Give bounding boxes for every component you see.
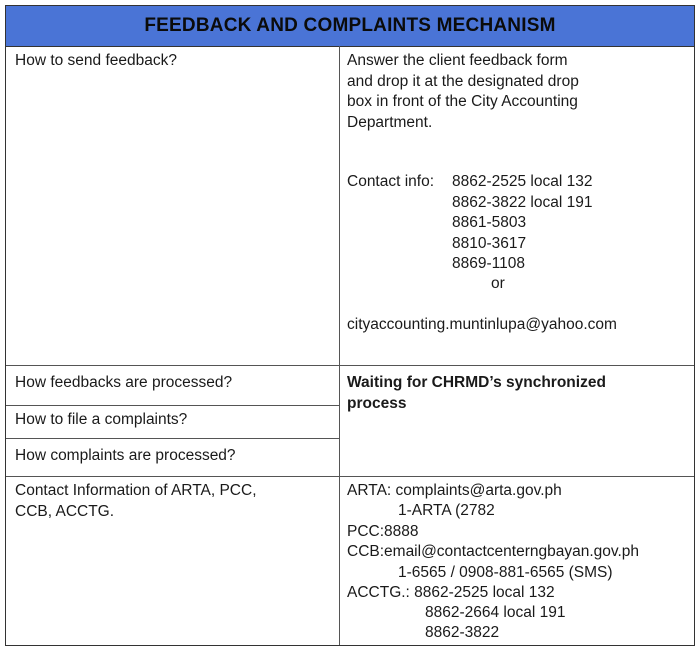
answer-send-feedback (347, 51, 579, 133)
question-line: CCB, ACCTG. (15, 502, 115, 520)
contact-email[interactable]: cityaccounting.muntinlupa@yahoo.com (347, 316, 617, 333)
row-divider (6, 476, 694, 477)
question-line: Contact Information of ARTA, PCC, (15, 482, 257, 499)
acctg-phone-3: 8862-3822 (425, 624, 500, 641)
phone-number: 8862-3822 local 191 (452, 193, 593, 211)
row-divider (6, 405, 339, 406)
question-file-complaints: How to file a complaints? (15, 411, 188, 428)
table-header (6, 6, 694, 47)
waiting-line: process (347, 394, 407, 412)
ccb-phone: 1-6565 / 0908-881-6565 (SMS) (398, 564, 613, 581)
phone-number: 8810-3617 (452, 234, 527, 252)
row-divider (6, 438, 339, 439)
row-divider (6, 365, 694, 366)
answer-line: and drop it at the designated drop (347, 72, 579, 90)
contact-numbers (452, 172, 592, 275)
or-text: or (491, 275, 505, 292)
question-feedbacks-processed: How feedbacks are processed? (15, 374, 233, 391)
question-complaints-processed: How complaints are processed? (15, 447, 236, 464)
waiting-answer (347, 373, 606, 414)
question-send-feedback: How to send feedback? (15, 52, 177, 69)
column-divider (339, 46, 340, 645)
answer-line: box in front of the City Accounting (347, 93, 578, 110)
phone-number: 8869-1108 (452, 255, 525, 272)
acctg-phone-2: 8862-2664 local 191 (425, 604, 566, 621)
arta-phone: 1-ARTA (2782 (398, 502, 495, 519)
phone-number: 8862-2525 local 132 (452, 173, 593, 190)
ccb-contact: CCB:email@contactcenterngbayan.gov.ph (347, 543, 640, 560)
acctg-contact: ACCTG.: 8862-2525 local 132 (347, 584, 555, 601)
contact-info-label: Contact info: (347, 173, 435, 190)
phone-number: 8861-5803 (452, 214, 527, 231)
table-title: FEEDBACK AND COMPLAINTS MECHANISM (144, 15, 556, 36)
arta-contact: ARTA: complaints@arta.gov.ph (347, 482, 562, 499)
question-contact-information (15, 481, 257, 522)
pcc-contact: PCC:8888 (347, 523, 419, 540)
answer-line: Department. (347, 113, 433, 131)
answer-line: Answer the client feedback form (347, 52, 568, 69)
feedback-table (5, 5, 695, 646)
waiting-line: Waiting for CHRMD’s synchronized (347, 374, 606, 391)
